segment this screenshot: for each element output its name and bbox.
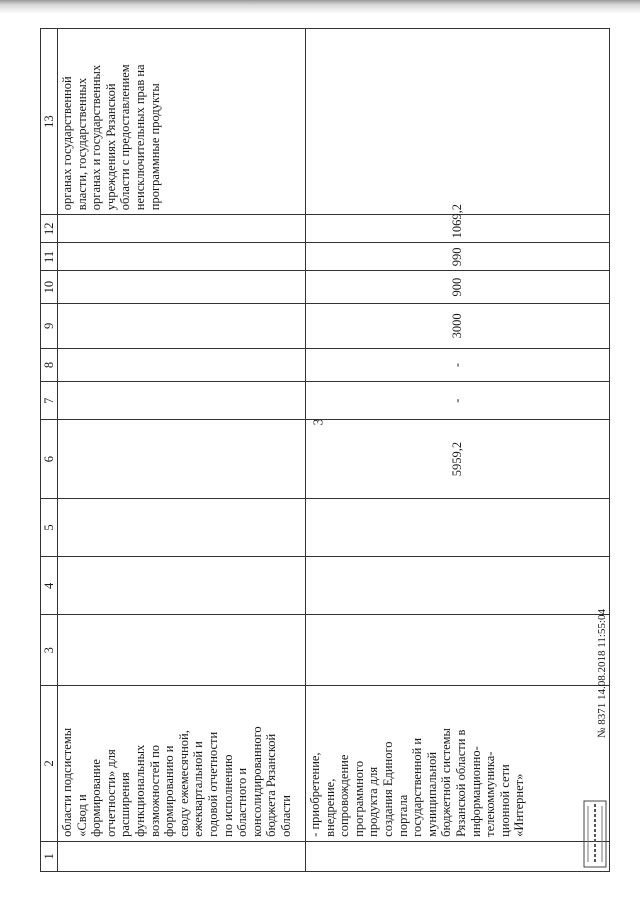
row2-cell-11: 990	[306, 243, 610, 271]
header-cell-9: 9	[41, 303, 58, 348]
row2-cell-1	[306, 841, 610, 871]
row2-cell-7: -	[306, 382, 610, 420]
row1-notes: органах государственной власти, государственных органах и государственных учреждениях Рязанской области с предоставлением неисключительных прав на программные продукты	[58, 29, 306, 215]
row2-total: 5959,2	[306, 420, 610, 498]
table-row	[58, 29, 306, 872]
row1-cell-5	[58, 498, 306, 556]
row1-cell-8	[58, 348, 306, 381]
page-number: 3	[311, 418, 327, 426]
row1-cell-11	[58, 243, 306, 271]
row2-cell-12: 1069,2	[306, 215, 610, 243]
row1-cell-3	[58, 615, 306, 685]
header-row	[41, 29, 58, 872]
row2-description: - приобретение, внедрение, сопровождение программного продукта для создания Единого портала государственной и муниципальной бюджетной системы Рязанской области в информационно- телекоммуника- ционной сети «Интернет»	[306, 685, 610, 841]
header-cell-8: 8	[41, 348, 58, 381]
header-cell-4: 4	[41, 557, 58, 615]
row1-cell-10	[58, 271, 306, 303]
header-cell-5: 5	[41, 498, 58, 556]
row1-cell-4	[58, 557, 306, 615]
scan-edge	[0, 0, 640, 14]
registration-footer: № 8371 14.08.2018 11:55:04	[596, 609, 608, 738]
header-cell-7: 7	[41, 382, 58, 420]
row1-description: области подсистемы «Свод и формирование отчетности» для расширения функциональных возможностей по формированию и своду ежемесячной, ежеквартальной и годовой отчетности по исполнению областного и консолидированного бюджета Рязанской области	[58, 685, 306, 841]
header-cell-12: 12	[41, 215, 58, 243]
row1-cell-9	[58, 303, 306, 348]
registration-stamp-icon	[583, 800, 607, 868]
row2-cell-9: 3000	[306, 303, 610, 348]
header-cell-3: 3	[41, 615, 58, 685]
budget-table	[40, 28, 610, 872]
header-cell-11: 11	[41, 243, 58, 271]
header-cell-6: 6	[41, 420, 58, 498]
row2-cell-4	[306, 557, 610, 615]
row1-cell-7	[58, 382, 306, 420]
header-cell-10: 10	[41, 271, 58, 303]
row2-notes	[306, 29, 610, 215]
header-cell-1: 1	[41, 841, 58, 871]
row2-cell-10: 900	[306, 271, 610, 303]
table-row	[306, 29, 610, 872]
row1-cell-1	[58, 841, 306, 871]
row2-cell-5	[306, 498, 610, 556]
row2-cell-3	[306, 615, 610, 685]
header-cell-13: 13	[41, 29, 58, 215]
header-cell-2: 2	[41, 685, 58, 841]
row2-cell-8: -	[306, 348, 610, 381]
row1-cell-12	[58, 215, 306, 243]
row1-cell-6	[58, 420, 306, 498]
rotated-table-container	[40, 28, 610, 872]
